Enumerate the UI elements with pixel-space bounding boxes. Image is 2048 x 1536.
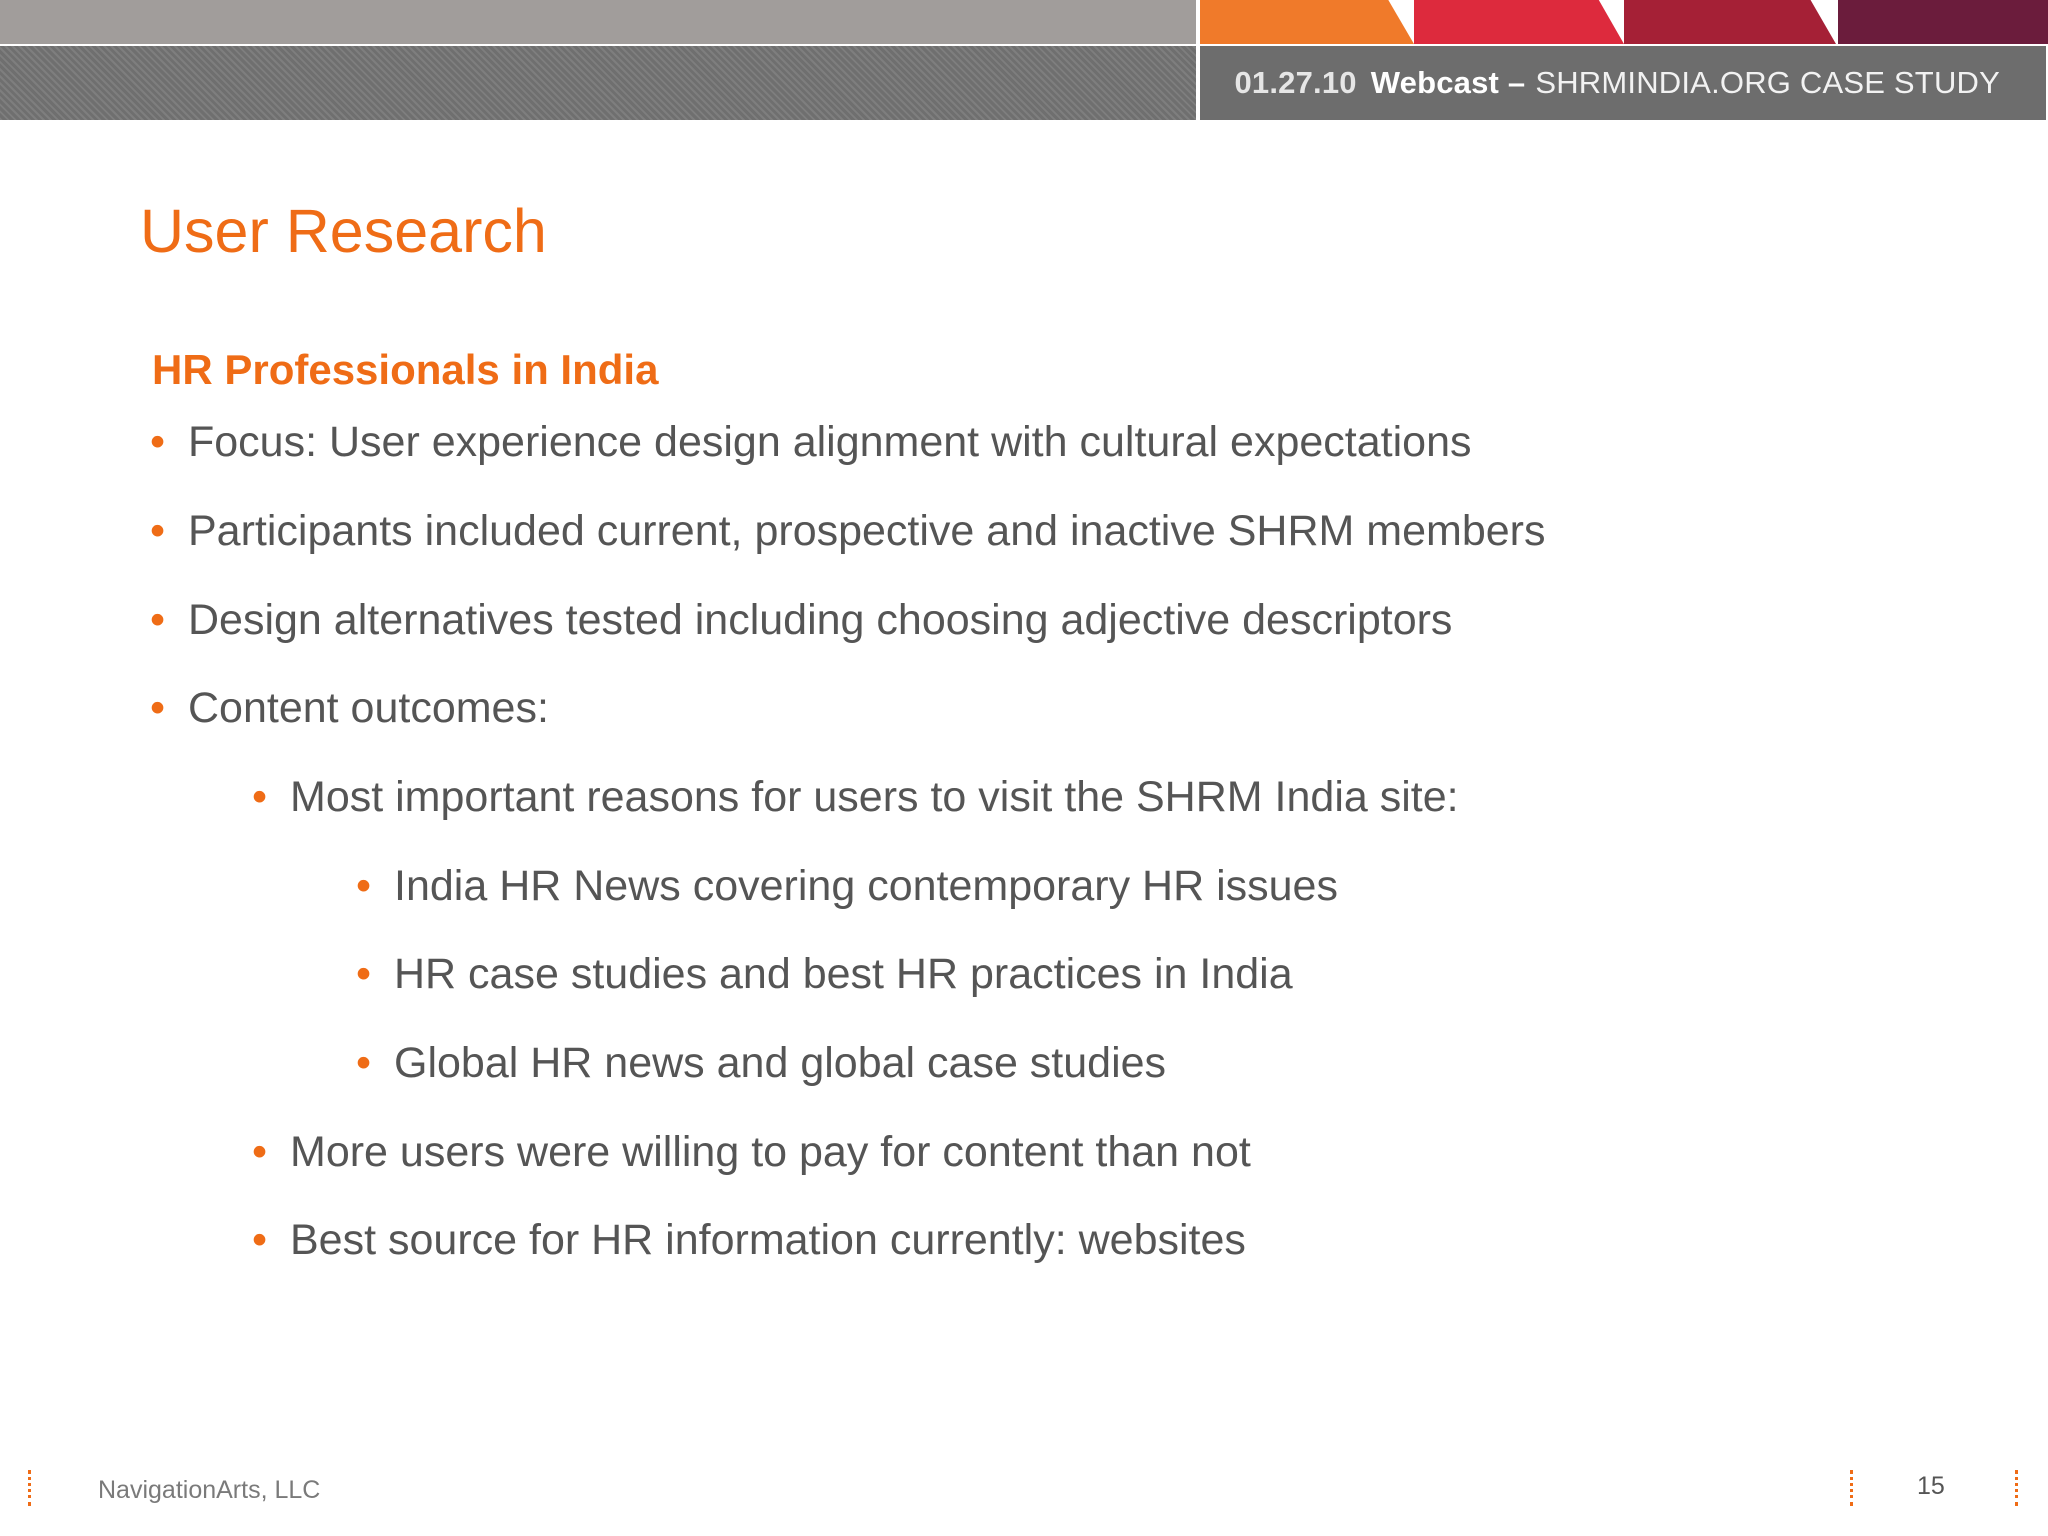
sub-sub-bullet-item bbox=[356, 1039, 1167, 1087]
bullet-text: More users were willing to pay for content than not bbox=[290, 1128, 1251, 1176]
bullet-text: HR case studies and best HR practices in India bbox=[394, 950, 1293, 998]
sub-sub-bullet-item bbox=[356, 950, 1293, 998]
sub-bullet-item bbox=[252, 1216, 1246, 1264]
bullet-item bbox=[150, 684, 549, 732]
sub-bullet-item bbox=[252, 1128, 1251, 1176]
bullet-icon: • bbox=[356, 862, 372, 910]
bullet-text: Content outcomes: bbox=[188, 684, 549, 732]
footer-company: NavigationArts, LLC bbox=[98, 1476, 321, 1504]
footer-divider-middle bbox=[1850, 1470, 1853, 1506]
sub-sub-bullet-item bbox=[356, 862, 1338, 910]
bullet-icon: • bbox=[252, 1216, 268, 1264]
bullet-text: Design alternatives tested including choosing adjective descriptors bbox=[188, 596, 1453, 644]
footer-divider-left bbox=[28, 1470, 31, 1506]
bullet-text: Participants included current, prospective and inactive SHRM members bbox=[188, 507, 1546, 555]
bullet-item bbox=[150, 596, 1453, 644]
accent-tab-orange bbox=[1200, 0, 1414, 44]
bullet-item bbox=[150, 418, 1472, 466]
bullet-text: India HR News covering contemporary HR issues bbox=[394, 862, 1338, 910]
header-event: Webcast – bbox=[1370, 65, 1526, 100]
bullet-item bbox=[150, 507, 1546, 555]
page-number: 15 bbox=[1917, 1472, 1945, 1500]
header-info bbox=[1200, 46, 2046, 120]
header-top-band bbox=[0, 0, 1196, 44]
bullet-icon: • bbox=[252, 1128, 268, 1176]
bullet-icon: • bbox=[252, 773, 268, 821]
bullet-text: Best source for HR information currently: websites bbox=[290, 1216, 1246, 1264]
bullet-icon: • bbox=[150, 596, 166, 644]
slide-title: User Research bbox=[140, 197, 547, 265]
bullet-icon: • bbox=[150, 507, 166, 555]
bullet-icon: • bbox=[356, 1039, 372, 1087]
bullet-icon: • bbox=[150, 418, 166, 466]
sub-bullet-item bbox=[252, 773, 1459, 821]
bullet-icon: • bbox=[150, 684, 166, 732]
header-case-study: SHRMINDIA.ORG CASE STUDY bbox=[1535, 65, 2000, 100]
accent-tab-crimson bbox=[1624, 0, 1836, 44]
accent-tab-red bbox=[1414, 0, 1624, 44]
header-pattern-band bbox=[0, 46, 1196, 120]
slide-subtitle: HR Professionals in India bbox=[152, 346, 659, 393]
bullet-text: Most important reasons for users to visit the SHRM India site: bbox=[290, 773, 1459, 821]
accent-tab-maroon bbox=[1838, 0, 2048, 44]
bullet-text: Focus: User experience design alignment with cultural expectations bbox=[188, 418, 1472, 466]
bullet-text: Global HR news and global case studies bbox=[394, 1039, 1167, 1087]
bullet-icon: • bbox=[356, 950, 372, 998]
header-date: 01.27.10 bbox=[1234, 65, 1357, 100]
footer-divider-right bbox=[2015, 1470, 2018, 1506]
